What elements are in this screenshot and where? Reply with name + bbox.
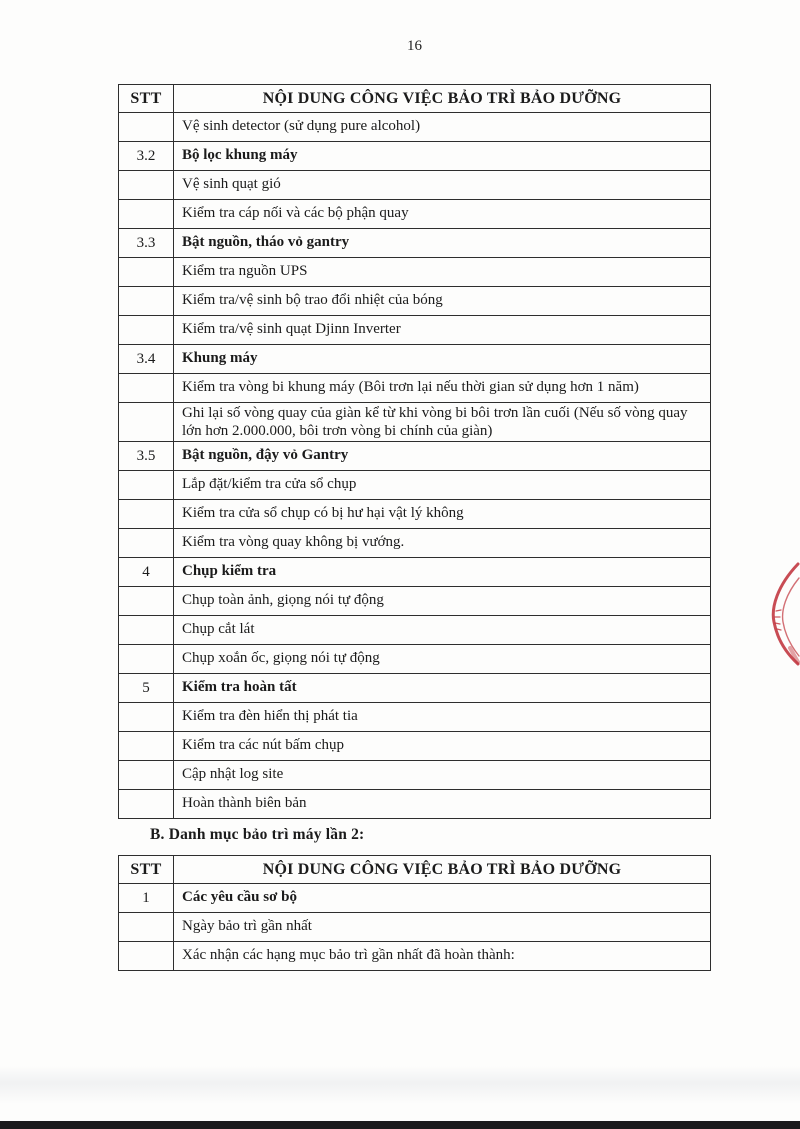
stt-cell: [119, 616, 174, 645]
content-cell: Kiểm tra cáp nối và các bộ phận quay: [174, 200, 711, 229]
table-row: [119, 645, 711, 674]
content-cell: Vệ sinh detector (sử dụng pure alcohol): [174, 113, 711, 142]
stt-cell: [119, 316, 174, 345]
content-cell: Ngày bảo trì gần nhất: [174, 913, 711, 942]
table-row: [119, 403, 711, 442]
table-row: [119, 761, 711, 790]
content-cell: Chụp kiểm tra: [174, 558, 711, 587]
stt-cell: 5: [119, 674, 174, 703]
stt-cell: [119, 645, 174, 674]
table-row: [119, 913, 711, 942]
content-cell: Kiểm tra vòng bi khung máy (Bôi trơn lại nếu thời gian sử dụng hơn 1 năm): [174, 374, 711, 403]
content-cell: Xác nhận các hạng mục bảo trì gần nhất đã hoàn thành:: [174, 942, 711, 971]
content-cell: Chụp cắt lát: [174, 616, 711, 645]
table2-header-row: [119, 856, 711, 884]
table1-content-header: NỘI DUNG CÔNG VIỆC BẢO TRÌ BẢO DƯỠNG: [174, 85, 711, 113]
stt-cell: 3.4: [119, 345, 174, 374]
table-row: [119, 790, 711, 819]
content-cell: Khung máy: [174, 345, 711, 374]
content-cell: Bật nguồn, tháo vỏ gantry: [174, 229, 711, 258]
table-row: [119, 229, 711, 258]
content-cell: Lắp đặt/kiểm tra cửa sổ chụp: [174, 471, 711, 500]
table-row: [119, 616, 711, 645]
content-cell: Cập nhật log site: [174, 761, 711, 790]
content-cell: Kiểm tra nguồn UPS: [174, 258, 711, 287]
stt-cell: [119, 287, 174, 316]
content-cell: Kiểm tra hoàn tất: [174, 674, 711, 703]
table-row: [119, 942, 711, 971]
table-row: [119, 732, 711, 761]
content-cell: Kiểm tra các nút bấm chụp: [174, 732, 711, 761]
table-row: [119, 200, 711, 229]
stt-cell: [119, 403, 174, 442]
stt-cell: [119, 113, 174, 142]
maintenance-table-2: [118, 855, 711, 971]
table-row: [119, 471, 711, 500]
stt-cell: [119, 529, 174, 558]
table-row: [119, 442, 711, 471]
stt-cell: [119, 374, 174, 403]
section-b-heading: B. Danh mục bảo trì máy lần 2:: [150, 826, 365, 843]
stt-cell: [119, 913, 174, 942]
table-row: [119, 142, 711, 171]
table-row: [119, 529, 711, 558]
stt-cell: [119, 258, 174, 287]
table2-stt-header: STT: [119, 856, 174, 884]
table-row: [119, 500, 711, 529]
stt-cell: [119, 200, 174, 229]
table-row: [119, 287, 711, 316]
table-row: [119, 703, 711, 732]
table-row: [119, 374, 711, 403]
table-row: [119, 587, 711, 616]
page-number: 16: [407, 38, 422, 54]
content-cell: Kiểm tra cửa sổ chụp có bị hư hại vật lý không: [174, 500, 711, 529]
table-row: [119, 674, 711, 703]
content-cell: Hoàn thành biên bản: [174, 790, 711, 819]
table-row: [119, 345, 711, 374]
stt-cell: [119, 732, 174, 761]
stt-cell: [119, 171, 174, 200]
stt-cell: 3.3: [119, 229, 174, 258]
stt-cell: [119, 500, 174, 529]
content-cell: Bật nguồn, đậy vỏ Gantry: [174, 442, 711, 471]
content-cell: Vệ sinh quạt gió: [174, 171, 711, 200]
red-ink-stamp-arc-icon: [763, 562, 800, 666]
scan-smudge-band: [0, 1066, 800, 1104]
content-cell: Bộ lọc khung máy: [174, 142, 711, 171]
stt-cell: [119, 587, 174, 616]
table-row: [119, 113, 711, 142]
content-cell: Kiểm tra/vệ sinh bộ trao đổi nhiệt của bóng: [174, 287, 711, 316]
table1-stt-header: STT: [119, 85, 174, 113]
content-cell: Kiểm tra đèn hiển thị phát tia: [174, 703, 711, 732]
stt-cell: [119, 790, 174, 819]
content-cell: Các yêu cầu sơ bộ: [174, 884, 711, 913]
stt-cell: 1: [119, 884, 174, 913]
maintenance-table-1: [118, 84, 711, 819]
table2-content-header: NỘI DUNG CÔNG VIỆC BẢO TRÌ BẢO DƯỠNG: [174, 856, 711, 884]
table-row: [119, 316, 711, 345]
table-row: [119, 884, 711, 913]
table-row: [119, 558, 711, 587]
table1-header-row: [119, 85, 711, 113]
table-row: [119, 258, 711, 287]
content-cell: Ghi lại số vòng quay của giàn kể từ khi vòng bi bôi trơn lần cuối (Nếu số vòng quay lớn hơn 2.000.000, bôi trơn vòng bi chính của giàn): [174, 403, 711, 442]
stt-cell: 3.5: [119, 442, 174, 471]
stt-cell: [119, 703, 174, 732]
table-row: [119, 171, 711, 200]
stt-cell: [119, 761, 174, 790]
stt-cell: 4: [119, 558, 174, 587]
content-cell: Chụp xoắn ốc, giọng nói tự động: [174, 645, 711, 674]
content-cell: Kiểm tra/vệ sinh quạt Djinn Inverter: [174, 316, 711, 345]
stt-cell: [119, 942, 174, 971]
content-cell: Kiểm tra vòng quay không bị vướng.: [174, 529, 711, 558]
stt-cell: [119, 471, 174, 500]
content-cell: Chụp toàn ảnh, giọng nói tự động: [174, 587, 711, 616]
scan-edge-bottom: [0, 1121, 800, 1129]
stt-cell: 3.2: [119, 142, 174, 171]
